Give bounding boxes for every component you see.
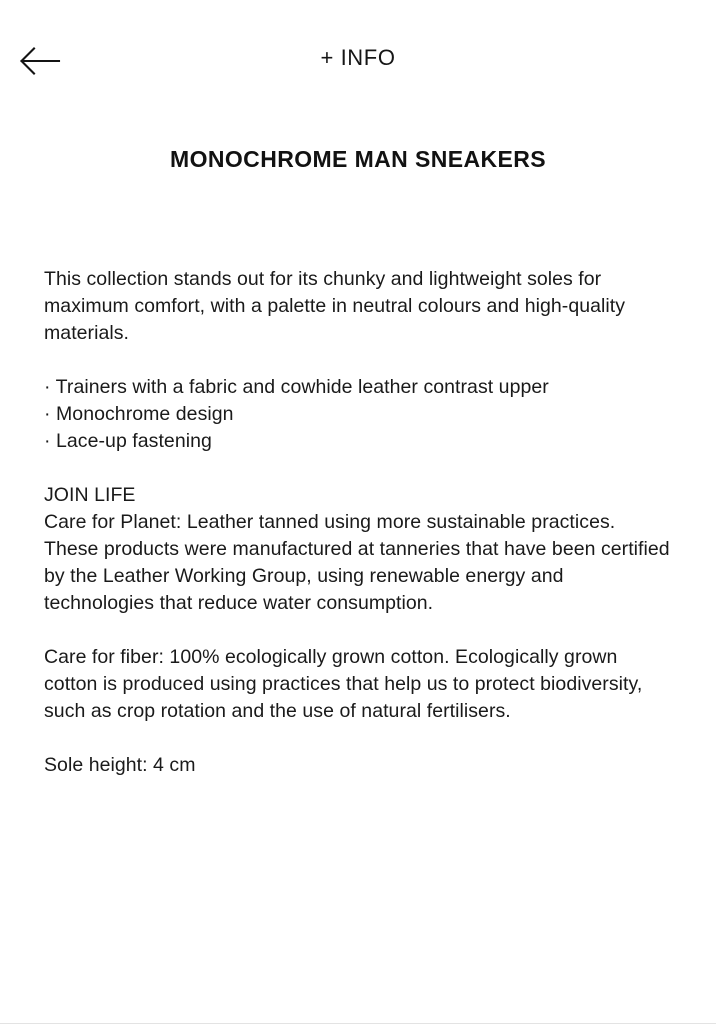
join-life-heading: JOIN LIFE xyxy=(44,484,136,506)
tanneries-text: These products were manufactured at tanneries that have been certified by the Leather Working Group, using renewable energy and technologies that reduce water consumption. xyxy=(44,538,670,614)
list-item-label: Trainers with a fabric and cowhide leather contrast upper xyxy=(55,376,549,398)
care-for-planet-text: Care for Planet: Leather tanned using more sustainable practices. xyxy=(44,511,616,533)
list-item xyxy=(44,374,672,401)
care-for-fiber-text: Care for fiber: 100% ecologically grown cotton. Ecologically grown cotton is produced using practices that help us to protect biodiversity, such as crop rotation and the use of natural fertilisers. xyxy=(44,646,643,722)
features-list xyxy=(44,374,672,455)
bullet-icon: · xyxy=(44,376,56,398)
product-title: MONOCHROME MAN SNEAKERS xyxy=(170,146,546,172)
sole-height-block xyxy=(44,752,672,779)
features-block xyxy=(44,374,672,455)
list-item xyxy=(44,401,672,428)
list-item xyxy=(44,428,672,455)
bullet-icon: · xyxy=(44,430,57,452)
list-item-label: Monochrome design xyxy=(56,403,234,425)
info-body xyxy=(0,266,716,779)
care-for-fiber-block xyxy=(44,644,672,725)
header xyxy=(0,0,716,118)
intro-paragraph: This collection stands out for its chunky and lightweight soles for maximum comfort, with a palette in neutral colours and high-quality materials. xyxy=(44,268,626,344)
bullet-icon: · xyxy=(44,403,57,425)
join-life-block xyxy=(44,482,672,617)
intro-paragraph-block xyxy=(44,266,672,347)
list-item-label: Lace-up fastening xyxy=(56,430,212,452)
sole-height-text: Sole height: 4 cm xyxy=(44,754,196,776)
page-title: + INFO xyxy=(320,45,396,70)
